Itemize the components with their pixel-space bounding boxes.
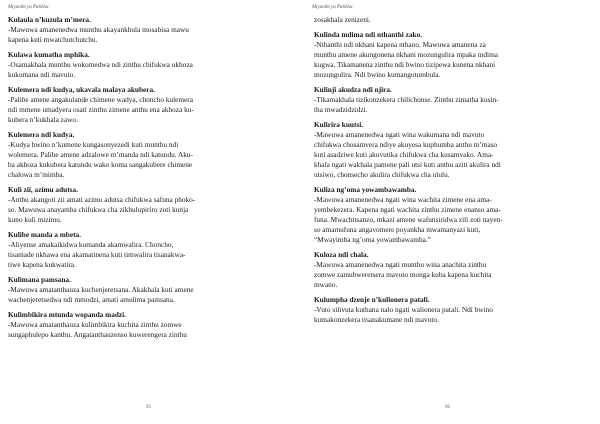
proverb-explanation-line: -Anthu akangoti zii amati azimu adutsa chifukwa safuna phoko- (8, 195, 196, 204)
right-page (300, 0, 600, 424)
proverb-title: Kulinda mdima ndi nthanthi zako. (314, 30, 423, 39)
proverb-title: Kuliza ng’oma yowambawamba. (314, 185, 417, 194)
proverb-explanation-line: kubera n’kukhala zawo. (8, 115, 78, 124)
proverb-explanation-line: -Tikamakhala tizikonzekera chilichonse. Zinthu zimatha kusin- (314, 95, 499, 104)
proverb-explanation-line: chifukwa chosamvera ndiye akuyesa kuphumba anthu m’maso (314, 140, 498, 149)
proverb-explanation-line: -Mawuwa amatanthauza kulimbikira kuchita zinthu zomwe (8, 320, 182, 329)
proverb-title: Kulirira kuutsi. (314, 120, 364, 129)
proverb-explanation-line: -Mawuwa amanenedwa ngati wina wakumana ndi mavuto (314, 130, 485, 139)
proverb-entry (8, 310, 278, 340)
proverb-explanation-line: -Aliyense amakaikidwa kumanda akamwalira. Choncho, (8, 240, 174, 249)
proverb-explanation-line: so. Mawuwa anayamba chifukwa cha zikhulupiriro zoti kunja (8, 205, 189, 214)
proverb-explanation-line: tisamade nkhawa ena akamatinena kuti timwalira tisanakwa- (8, 250, 186, 259)
proverb-title: Kuli zii, azimu adutsa. (8, 185, 78, 194)
left-page-content (8, 15, 278, 345)
proverb-explanation-line: utsiwo, chonsecho akulira chifukwa cha ululu. (314, 170, 450, 179)
proverb-entry (314, 295, 584, 325)
proverb-explanation-line: khala ngati wakhala pamene pali utsi kuti anthu aziti akulira ndi (314, 160, 501, 169)
proverb-explanation-line: yembekezera. Kapena ngati wachita zinthu zimene enanso ama- (314, 205, 501, 214)
proverb-title: Kulimbikira mtunda wopanda madzi. (8, 310, 126, 319)
proverb-title: Kulimana pamsana. (8, 275, 71, 284)
proverb-explanation-line: -Osamakhala munthu wokomedwa ndi zinthu chifukwa ukhoza (8, 60, 193, 69)
proverb-explanation-line: kugwa. Tikamanena zinthu ndi bwino tizipewa kunena nkhani (314, 60, 496, 69)
page-number: 96 (445, 405, 450, 410)
proverb-explanation-line: mwano. (314, 280, 338, 289)
proverb-explanation-line: kumakonzekera tisanakumane ndi mavuto. (314, 315, 439, 324)
proverb-title: Kulumpha dzenje n’kulionera patali. (314, 295, 430, 304)
proverb-explanation-line: -Mawuwa amatanthauza kuchenjeretsana. Akakhala kuti amene (8, 285, 194, 294)
proverb-title: Kulawa kumatha mphika. (8, 50, 90, 59)
proverb-title: Kulemera ndi kudya, ukavala malaya akubera. (8, 85, 155, 94)
proverb-explanation-line: chalowa m’mimba. (8, 170, 65, 179)
proverb-explanation-line: mozungulira. Ndi bwino kumangotumbula. (314, 70, 441, 79)
proverb-title: Kulinji akudza ndi njira. (314, 85, 392, 94)
proverb-entry (8, 275, 278, 305)
proverb-explanation-line: -Nthanthi ndi nkhani kapena nthano. Mawuwa amanena za (314, 40, 486, 49)
proverb-explanation-line: kapena kuti mwatchutchutchu. (8, 35, 98, 44)
proverb-explanation-line: -Kudya bwino n’kumene kungasonyezedi kuti munthu ndi (8, 140, 179, 149)
proverb-explanation-line: zosakhala zenizeni. (314, 15, 371, 24)
proverb-entry (314, 30, 584, 80)
proverb-explanation-line: ba akhoza kukubera katundu wako koma sangakubere chimene (8, 160, 193, 169)
proverb-explanation-line: so amamufuna angavomere poyankha mwamanyazi kuti, (314, 225, 481, 234)
proverb-entry (314, 85, 584, 115)
running-head: Miyambi ya Patikha (8, 5, 49, 10)
proverb-explanation-line: munthu amene akungonena nkhani mozungulira mpaka mdima (314, 50, 498, 59)
proverb-title: Kulemera ndi kudya. (8, 130, 75, 139)
running-head: Miyambi ya Patikha (312, 5, 353, 10)
proverb-title: Kulaula n’kuzula m’mera. (8, 15, 91, 24)
proverb-explanation-line: “Mwayimba ng’oma yowambawamba.” (314, 235, 431, 244)
proverb-explanation-line: sungaphulepo kanthu. Angatanthauzenso kuwerengera zinthu (8, 330, 187, 339)
right-page-content (314, 15, 584, 330)
proverb-explanation-line: -Palibe amene angakulande chimene wadya, choncho kulemera (8, 95, 193, 104)
proverb-entry (8, 130, 278, 180)
proverb-explanation-line: tha mwadzidzidzi. (314, 105, 368, 114)
page-number: 95 (146, 405, 151, 410)
proverb-explanation-line: wachenjeretsedwa ndi mmodzi, amati amulima pamsana. (8, 295, 175, 304)
proverb-entry (314, 15, 584, 25)
proverb-explanation-line: ndi mmene umadyera osati zinthu zimene anthu ena akhoza ku- (8, 105, 194, 114)
proverb-entry (8, 230, 278, 270)
proverb-explanation-line: tiwe kapena kukwatira. (8, 260, 76, 269)
proverb-explanation-line: wolemera. Palibe amene adzalowe m’manda ndi katundu. Aku- (8, 150, 193, 159)
proverb-explanation-line: -Mawuwa amanenedwa munthu akayankhula mosabisa mawu (8, 25, 189, 34)
proverb-explanation-line: kuno kuli mizimu. (8, 215, 62, 224)
proverb-explanation-line: -Mawuwa amanenedwa ngati munthu wina anachita zinthu (314, 260, 487, 269)
proverb-title: Kulibe manda a mbeta. (8, 230, 81, 239)
proverb-explanation-line: -Mawuwa amanenedwa ngati wina wachita zimene ena ama- (314, 195, 492, 204)
proverb-explanation-line: funa. Mwachitsanzo, mkazi amene wafunsiridwa zili zoti nayen- (314, 215, 503, 224)
proverb-entry (8, 15, 278, 45)
proverb-entry (314, 185, 584, 245)
proverb-explanation-line: -Vuto silivuta kuthana nalo ngati walionera patali. Ndi bwino (314, 305, 493, 314)
proverb-entry (8, 185, 278, 225)
proverb-entry (8, 85, 278, 125)
proverb-entry (314, 250, 584, 290)
proverb-explanation-line: zomwe zamubweretsera mavuto monga kuba kapena kuchita (314, 270, 492, 279)
proverb-title: Kuloza ndi chala. (314, 250, 369, 259)
proverb-explanation-line: kukumana ndi mavuto. (8, 70, 76, 79)
proverb-entry (314, 120, 584, 180)
proverb-explanation-line: kuti asadziwe kuti akuvutika chifukwa cha kusamvako. Ama- (314, 150, 494, 159)
proverb-entry (8, 50, 278, 80)
